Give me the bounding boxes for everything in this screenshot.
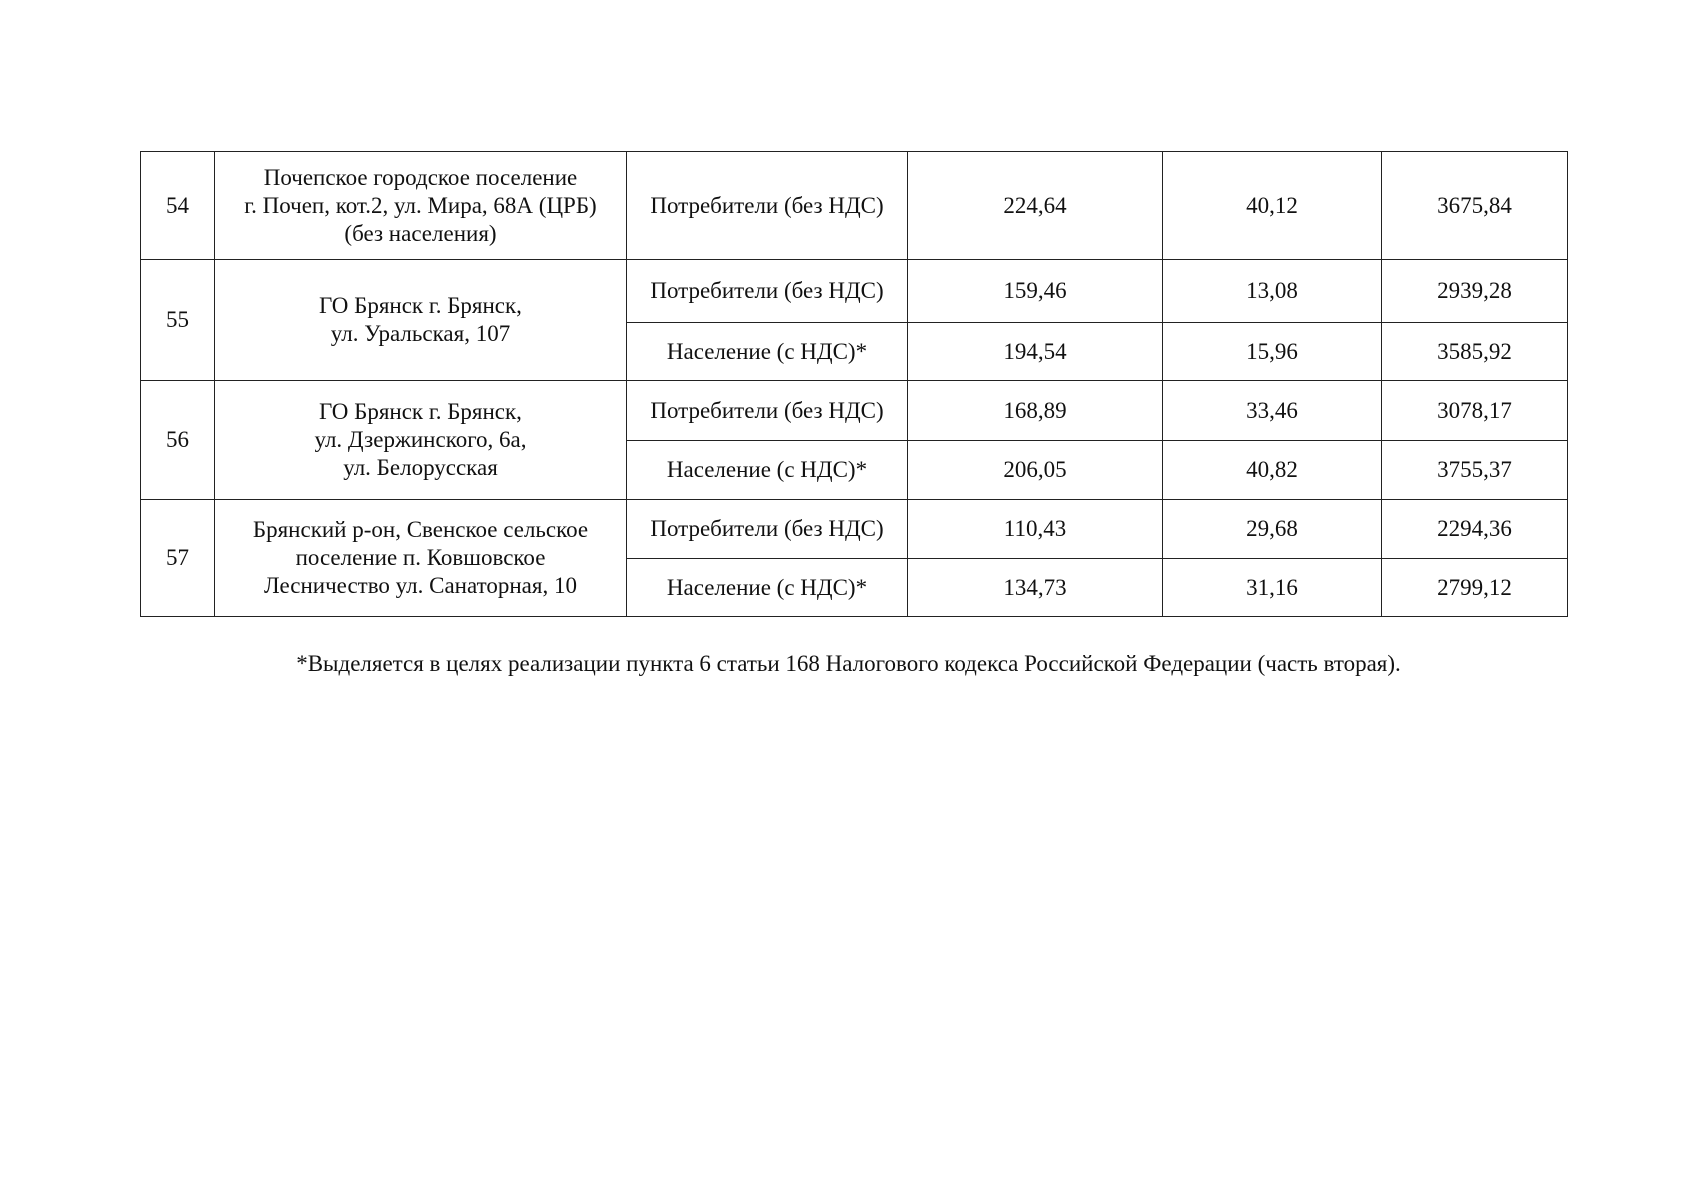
table-row bbox=[141, 500, 1568, 559]
address-cell bbox=[215, 500, 627, 617]
table-row bbox=[141, 152, 1568, 260]
value-cell-1: 168,89 bbox=[908, 381, 1163, 441]
value-cell-3: 3585,92 bbox=[1382, 323, 1568, 381]
value-cell-1: 110,43 bbox=[908, 500, 1163, 559]
value-cell-2: 31,16 bbox=[1163, 559, 1382, 617]
value-cell-2: 13,08 bbox=[1163, 260, 1382, 323]
value-cell-3: 3755,37 bbox=[1382, 441, 1568, 500]
consumer-category: Население (с НДС)* bbox=[627, 441, 908, 500]
tariff-table bbox=[140, 151, 1568, 617]
value-cell-2: 33,46 bbox=[1163, 381, 1382, 441]
consumer-category: Потребители (без НДС) bbox=[627, 500, 908, 559]
table-row bbox=[141, 260, 1568, 323]
address-line: г. Почеп, кот.2, ул. Мира, 68А (ЦРБ) bbox=[244, 192, 597, 218]
value-cell-1: 224,64 bbox=[908, 152, 1163, 260]
value-cell-2: 40,82 bbox=[1163, 441, 1382, 500]
value-cell-1: 194,54 bbox=[908, 323, 1163, 381]
address-cell bbox=[215, 152, 627, 260]
value-cell-2: 15,96 bbox=[1163, 323, 1382, 381]
address-line: ГО Брянск г. Брянск, bbox=[319, 399, 522, 424]
consumer-category: Потребители (без НДС) bbox=[627, 381, 908, 441]
consumer-category: Население (с НДС)* bbox=[627, 559, 908, 617]
row-number: 56 bbox=[141, 381, 215, 500]
table-row bbox=[141, 381, 1568, 441]
address-line: поселение п. Ковшовское bbox=[295, 545, 546, 570]
value-cell-1: 134,73 bbox=[908, 559, 1163, 617]
footnote: *Выделяется в целях реализации пункта 6 статьи 168 Налогового кодекса Российской Федерации (часть вторая). bbox=[296, 651, 1401, 676]
row-number: 55 bbox=[141, 260, 215, 381]
address-line: (без населения) bbox=[344, 220, 497, 246]
address-line: ГО Брянск г. Брянск, bbox=[319, 293, 522, 318]
row-number: 57 bbox=[141, 500, 215, 617]
value-cell-3: 3078,17 bbox=[1382, 381, 1568, 441]
consumer-category: Потребители (без НДС) bbox=[627, 152, 908, 260]
consumer-category: Потребители (без НДС) bbox=[627, 260, 908, 323]
value-cell-3: 3675,84 bbox=[1382, 152, 1568, 260]
address-line: ул. Уральская, 107 bbox=[330, 321, 511, 346]
address-cell bbox=[215, 260, 627, 381]
row-number: 54 bbox=[141, 152, 215, 260]
address-line: ул. Белорусская bbox=[343, 455, 498, 480]
address-line: ул. Дзержинского, 6а, bbox=[314, 427, 527, 452]
value-cell-3: 2294,36 bbox=[1382, 500, 1568, 559]
address-line: Брянский р-он, Свенское сельское bbox=[252, 517, 589, 542]
address-line: Лесничество ул. Санаторная, 10 bbox=[264, 573, 577, 598]
address-line: Почепское городское поселение bbox=[263, 164, 578, 190]
value-cell-3: 2939,28 bbox=[1382, 260, 1568, 323]
address-cell bbox=[215, 381, 627, 500]
value-cell-3: 2799,12 bbox=[1382, 559, 1568, 617]
value-cell-2: 29,68 bbox=[1163, 500, 1382, 559]
value-cell-2: 40,12 bbox=[1163, 152, 1382, 260]
consumer-category: Население (с НДС)* bbox=[627, 323, 908, 381]
value-cell-1: 159,46 bbox=[908, 260, 1163, 323]
value-cell-1: 206,05 bbox=[908, 441, 1163, 500]
